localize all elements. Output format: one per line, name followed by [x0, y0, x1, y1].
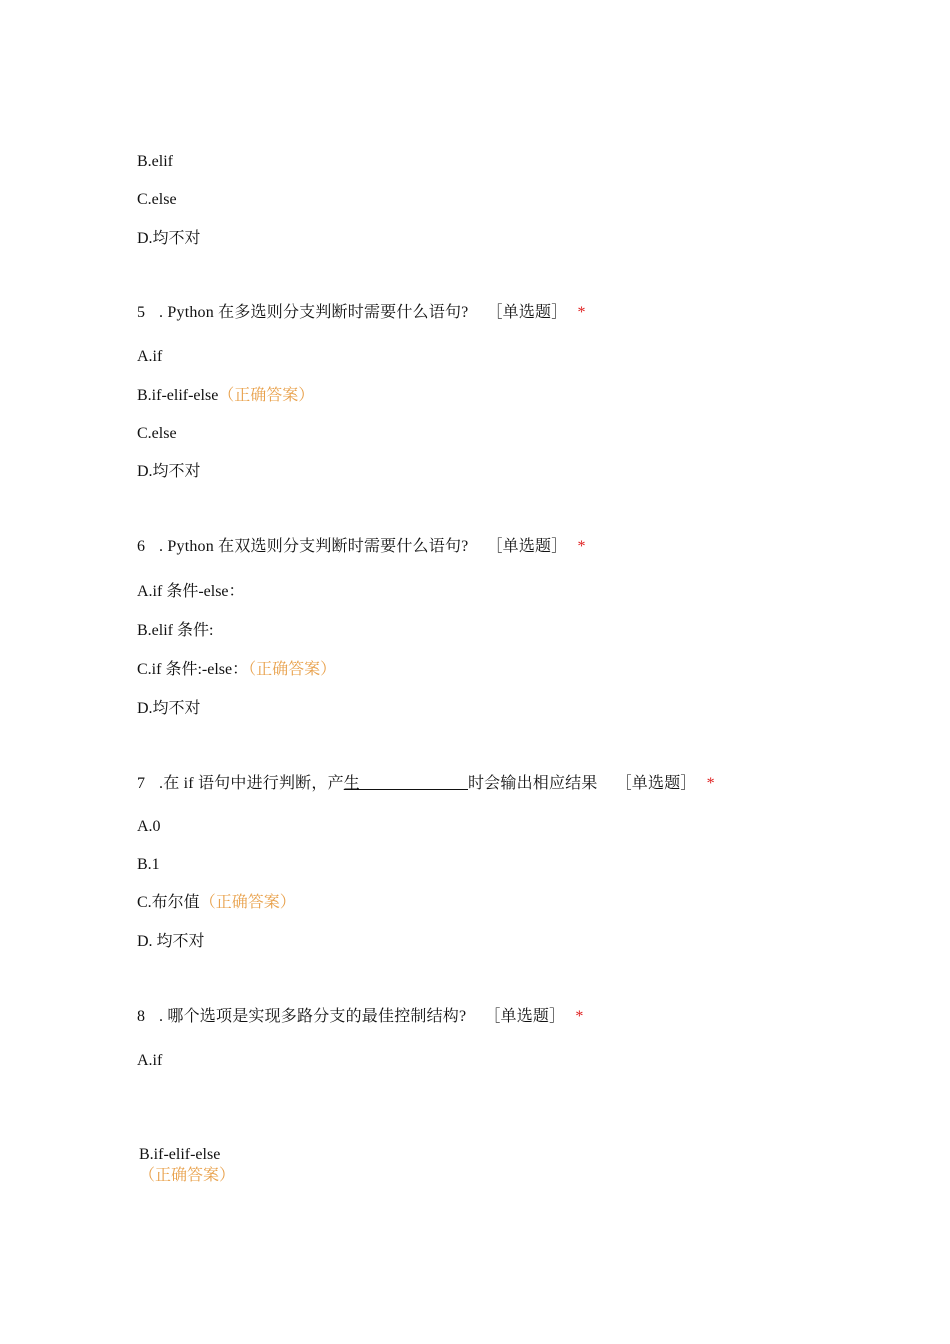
option-text: C.else — [137, 191, 177, 208]
option-text: A.0 — [137, 818, 161, 835]
option-a[interactable] — [137, 582, 245, 602]
question-8-title — [137, 1007, 584, 1027]
option-a[interactable] — [137, 347, 162, 367]
option-text: B.if-elif-else — [137, 387, 219, 404]
option-c[interactable] — [137, 893, 296, 913]
question-7-title — [137, 773, 715, 794]
fill-blank — [360, 773, 468, 790]
question-type-tag: ［单选题］ — [615, 775, 697, 792]
required-marker: * — [706, 775, 715, 792]
question-type-tag: ［单选题］ — [484, 1008, 566, 1025]
option-text: B.1 — [137, 856, 160, 873]
option-d[interactable] — [137, 229, 201, 249]
option-text: A.if 条件-else： — [137, 583, 245, 600]
question-5-title — [137, 303, 586, 323]
option-text: A.if — [137, 348, 163, 365]
correct-answer-label: （正确答案） — [139, 1167, 236, 1184]
option-text: B.if-elif-else — [139, 1146, 221, 1163]
option-c[interactable] — [137, 190, 177, 210]
question-text-after: 时会输出相应结果 — [467, 775, 598, 792]
option-text: C.布尔值 — [137, 894, 200, 911]
option-text: D.均不对 — [137, 700, 201, 717]
question-number: 7 — [137, 775, 146, 792]
correct-answer-label: （正确答案） — [248, 661, 337, 678]
option-b[interactable] — [137, 152, 173, 172]
question-text: .在 if 语句中进行判断，产 — [159, 775, 344, 792]
option-text: D. 均不对 — [137, 933, 205, 950]
option-text: B.elif — [137, 153, 173, 170]
option-text: A.if — [137, 1052, 163, 1069]
option-a[interactable] — [137, 1051, 162, 1071]
question-text-underlined: 生 — [343, 775, 360, 792]
option-b[interactable] — [137, 386, 314, 406]
option-d[interactable] — [137, 932, 205, 952]
option-text: D.均不对 — [137, 230, 201, 247]
required-marker: * — [577, 304, 586, 321]
correct-answer-label: （正确答案） — [218, 387, 315, 404]
option-b[interactable] — [137, 855, 160, 875]
option-a[interactable] — [137, 817, 161, 837]
option-text: C.else — [137, 425, 177, 442]
required-marker: * — [575, 1008, 584, 1025]
question-number: 6 — [137, 538, 146, 555]
option-c[interactable] — [137, 660, 336, 680]
option-b[interactable] — [137, 621, 213, 641]
correct-answer-label: （正确答案） — [199, 894, 296, 911]
question-text: . Python 在双选则分支判断时需要什么语句? — [159, 538, 469, 555]
option-c[interactable] — [137, 424, 177, 444]
option-text: C.if 条件:-else： — [137, 661, 249, 678]
option-text: B.elif 条件: — [137, 622, 214, 639]
option-text: D.均不对 — [137, 463, 201, 480]
required-marker: * — [577, 538, 586, 555]
question-type-tag: ［单选题］ — [486, 304, 568, 321]
question-type-tag: ［单选题］ — [486, 538, 568, 555]
question-number: 5 — [137, 304, 146, 321]
option-d[interactable] — [137, 699, 201, 719]
option-b[interactable] — [139, 1144, 309, 1186]
question-text: . Python 在多选则分支判断时需要什么语句? — [159, 304, 469, 321]
question-text: . 哪个选项是实现多路分支的最佳控制结构? — [159, 1008, 467, 1025]
option-d[interactable] — [137, 462, 201, 482]
question-number: 8 — [137, 1008, 146, 1025]
question-6-title — [137, 537, 586, 557]
